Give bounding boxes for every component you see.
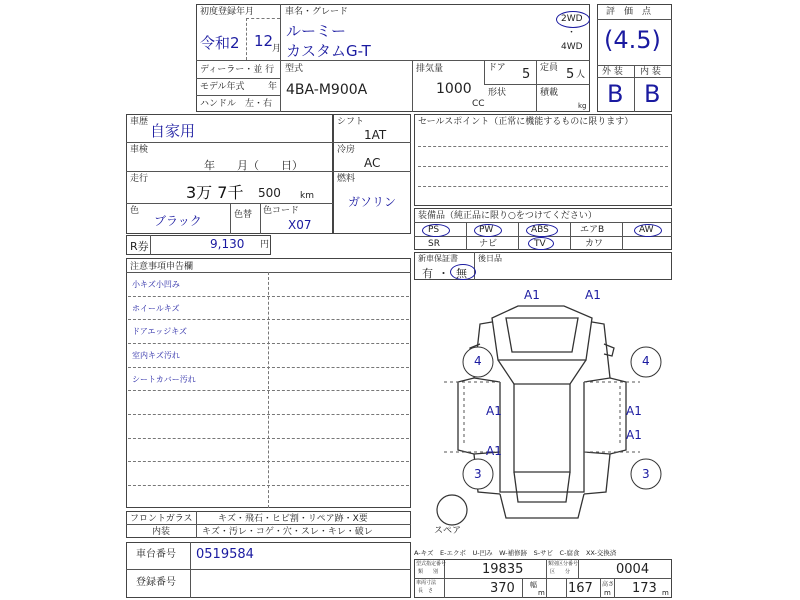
load-label: 積載 [540, 88, 559, 98]
fuel-value: ガソリン [348, 195, 397, 209]
front-glass-value: キズ・飛石・ヒビ割・リペア跡・X要 [218, 514, 368, 524]
note-item: シートカバー汚れ [132, 375, 196, 384]
equip-pw: PW [479, 225, 494, 235]
mileage-sub: 500 [258, 186, 281, 200]
drive-2wd: 2WD [561, 14, 583, 24]
displacement-value: 1000 [436, 81, 472, 97]
equip-ps: PS [428, 225, 440, 235]
warranty-no: 無 [456, 267, 467, 280]
equip-sr: SR [428, 239, 440, 249]
displacement-label: 排気量 [416, 64, 444, 74]
damage-mark: A1 [486, 404, 502, 418]
shift-value: 1AT [364, 128, 387, 142]
load-unit: kg [578, 102, 587, 110]
equip-leather: カワ [585, 239, 604, 249]
exterior-grade: B [607, 80, 624, 108]
notes-title: 注意事項申告欄 [130, 262, 194, 272]
damage-mark: 4 [642, 354, 650, 368]
capacity-value: 5 [566, 67, 575, 82]
mileage-label: 走行 [130, 174, 149, 184]
width-unit: m [604, 589, 611, 597]
use-value: 自家用 [150, 122, 196, 140]
score-value: (4.5) [604, 26, 661, 54]
damage-legend: A-キズ E-エクボ U-凹み W-補修跡 S-サビ C-腐食 XX-交換済 [414, 549, 617, 557]
color-value: ブラック [154, 214, 202, 228]
month-unit: 月 [272, 44, 282, 54]
shift-label: シフト [337, 117, 365, 127]
type-code-label: 型式指定番号 [416, 561, 447, 567]
type-code-label-2: 類 別 [418, 569, 439, 575]
drive-dot: ・ [567, 28, 577, 38]
warranty-label: 新車保証書 [418, 254, 458, 263]
damage-mark: A1 [486, 444, 502, 458]
damage-mark: A1 [626, 428, 642, 442]
equip-abs: ABS [531, 225, 549, 235]
class-code-label-2: 区 分 [550, 569, 571, 575]
color-change-label: 色替 [234, 210, 253, 220]
handle-label: ハンドル 左・右 [200, 99, 273, 109]
rken-unit: 円 [260, 240, 270, 250]
reg-month: 12 [254, 32, 274, 50]
interior-grade: B [644, 80, 661, 108]
ac-label: 冷房 [337, 145, 356, 155]
car-grade: カスタムG-T [286, 42, 371, 60]
height-unit: m [662, 589, 669, 597]
note-item: ホイールキズ [132, 304, 180, 313]
drive-4wd: 4WD [561, 42, 583, 52]
width-label: 幅 [530, 581, 537, 589]
height-value: 173 [632, 581, 657, 596]
rken-value: 9,130 [210, 237, 245, 251]
class-code-value: 0004 [616, 562, 650, 577]
note-item: 小キズ小凹み [132, 280, 180, 289]
damage-mark: 3 [642, 467, 650, 481]
length-label-2: 長 さ [418, 588, 434, 594]
warranty-dot: ・ [438, 267, 449, 280]
mileage-value: 3万 7千 [186, 183, 244, 202]
door-label: ドア [488, 63, 506, 73]
capacity-unit: 人 [576, 70, 586, 80]
warranty-yes: 有 [422, 267, 433, 280]
use-label: 車歴 [130, 117, 149, 127]
sales-point-box [414, 114, 672, 206]
door-value: 5 [522, 67, 531, 82]
equip-tv: TV [534, 239, 546, 249]
interior-cond-label: 内装 [152, 527, 171, 537]
equip-aw: AW [639, 225, 654, 235]
class-code-label: 類別区分番号 [548, 561, 579, 567]
damage-mark: A1 [626, 404, 642, 418]
inspect-value: 年 月（ 日） [204, 159, 303, 172]
width-value: 167 [568, 581, 593, 596]
score-title: 評 価 点 [606, 7, 652, 17]
equip-navi: ナビ [479, 239, 498, 249]
type-value: 4BA-M900A [286, 82, 368, 98]
mileage-unit: km [300, 191, 314, 201]
damage-mark: 3 [474, 467, 482, 481]
car-name: ルーミー [286, 22, 347, 40]
registration-label: 登録番号 [136, 577, 176, 588]
fuel-label: 燃料 [337, 174, 356, 184]
interior-cond-value: キズ・汚レ・コゲ・穴・スレ・キレ・破レ [202, 527, 373, 537]
color-code-label: 色コード [263, 206, 300, 216]
color-label: 色 [130, 206, 140, 216]
length-label: 車両寸法 [416, 580, 437, 586]
reg-era: 令和2 [200, 34, 240, 52]
dealer-label: ディーラー・並 行 [200, 65, 275, 75]
damage-mark: A1 [524, 288, 540, 302]
displacement-unit: CC [472, 99, 485, 109]
equip-airbag: エアB [580, 225, 605, 235]
color-code-value: X07 [288, 218, 312, 232]
inspect-label: 車検 [130, 145, 149, 155]
ac-value: AC [364, 156, 381, 170]
interior-label: 内 装 [640, 67, 661, 77]
damage-mark: A1 [585, 288, 601, 302]
model-year-label: モデル年式 [200, 82, 245, 92]
exterior-label: 外 装 [602, 67, 623, 77]
length-value: 370 [490, 581, 515, 596]
type-label: 型式 [285, 64, 304, 74]
chassis-value: 0519584 [196, 547, 254, 562]
shape-label: 形状 [488, 88, 507, 98]
car-name-label: 車名・グレード [285, 7, 349, 17]
front-glass-label: フロントガラス [130, 514, 193, 524]
height-label: 高さ [602, 581, 615, 588]
spare-label: スペア [434, 526, 462, 536]
model-year-unit: 年 [268, 82, 278, 92]
note-item: ドアエッジキズ [132, 327, 188, 336]
chassis-label: 車台番号 [136, 549, 176, 560]
sales-point-title: セールスポイント（正常に機能するものに限ります） [418, 117, 634, 127]
note-item: 室内キズ汚れ [132, 351, 180, 360]
reg-date-label: 初度登録年月 [200, 7, 255, 17]
type-code-value: 19835 [482, 562, 524, 577]
length-unit: m [538, 589, 545, 597]
rken-label: R券 [130, 240, 149, 253]
equipment-title: 装備品（純正品に限り○をつけてください） [418, 211, 597, 221]
later-items-label: 後日品 [478, 254, 502, 263]
damage-mark: 4 [474, 354, 482, 368]
capacity-label: 定員 [540, 63, 559, 73]
